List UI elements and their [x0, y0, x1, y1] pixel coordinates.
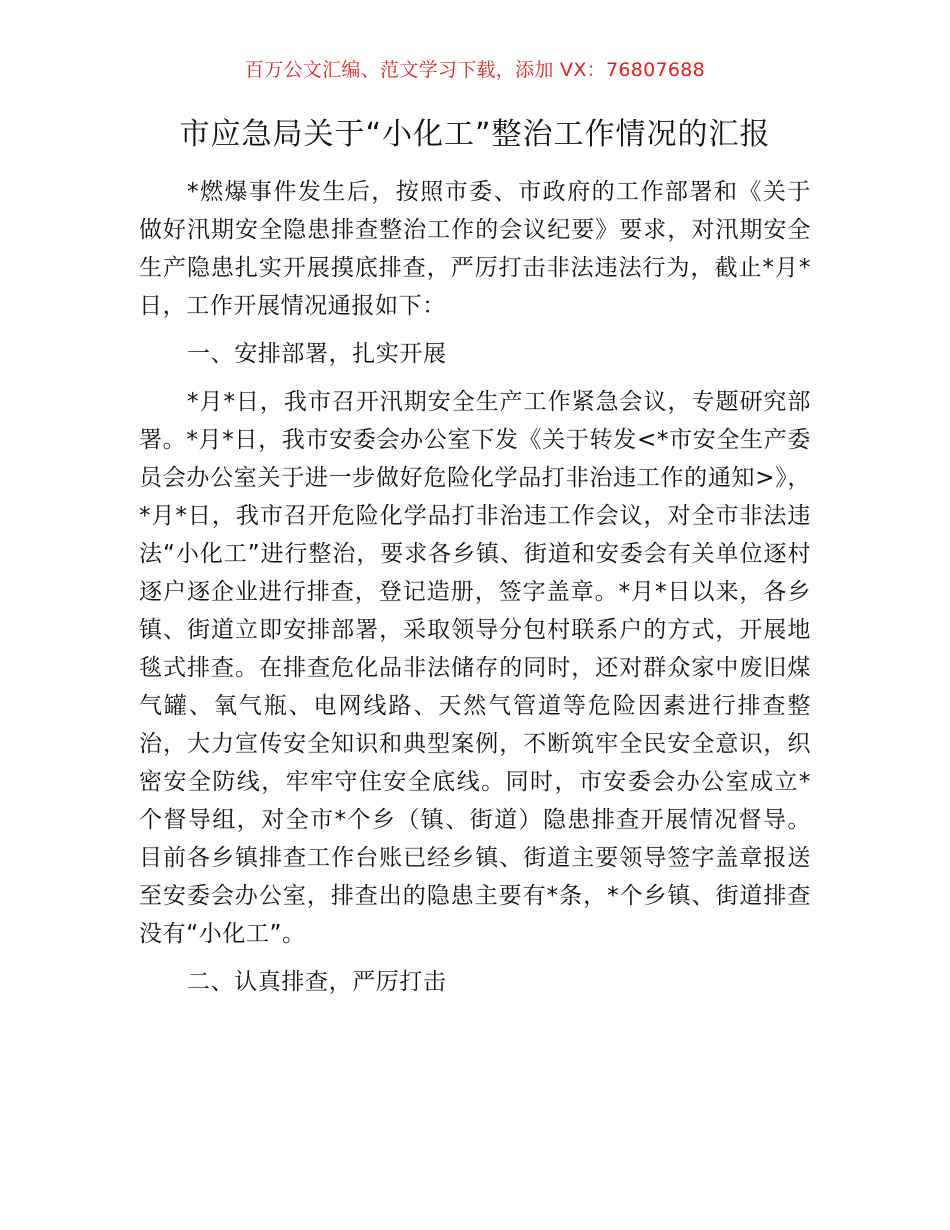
- section-2-heading: 二、认真排查，严厉打击: [187, 969, 447, 995]
- page-title: 市应急局关于“小化工”整治工作情况的汇报: [179, 117, 771, 152]
- header-banner: 百万公文汇编、范文学习下载，添加 VX：76807688: [244, 59, 706, 81]
- section-1-heading: 一、安排部署，扎实开展: [187, 341, 447, 367]
- document-body: [139, 173, 811, 1001]
- intro-paragraph: *燃爆事件发生后，按照市委、市政府的工作部署和《关于做好汛期安全隐患排查整治工作的会议纪要》要求，对汛期安全生产隐患扎实开展摸底排查，严厉打击非法违法行为，截止*月*日，工作开展情况通报如下：: [139, 179, 811, 319]
- section-1-paragraph: *月*日，我市召开汛期安全生产工作紧急会议，专题研究部署。*月*日，我市安委会办公室下发《关于转发<*市安全生产委员会办公室关于进一步做好危险化学品打非治违工作的通知>》，*月*日，我市召开危险化学品打非治违工作会议，对全市非法违法“小化工”进行整治，要求各乡镇、街道和安委会有关单位逐村逐户逐企业进行排查，登记造册，签字盖章。*月*日以来，各乡镇、街道立即安排部署，采取领导分包村联系户的方式，开展地毯式排查。在排查危化品非法储存的同时，还对群众家中废旧煤气罐、氧气瓶、电网线路、天然气管道等危险因素进行排查整治，大力宣传安全知识和典型案例，不断筑牢全民安全意识，织密安全防线，牢牢守住安全底线。同时，市安委会办公室成立*个督导组，对全市*个乡（镇、街道）隐患排查开展情况督导。目前各乡镇排查工作台账已经乡镇、街道主要领导签字盖章报送至安委会办公室，排查出的隐患主要有*条，*个乡镇、街道排查没有“小化工”。: [139, 389, 811, 947]
